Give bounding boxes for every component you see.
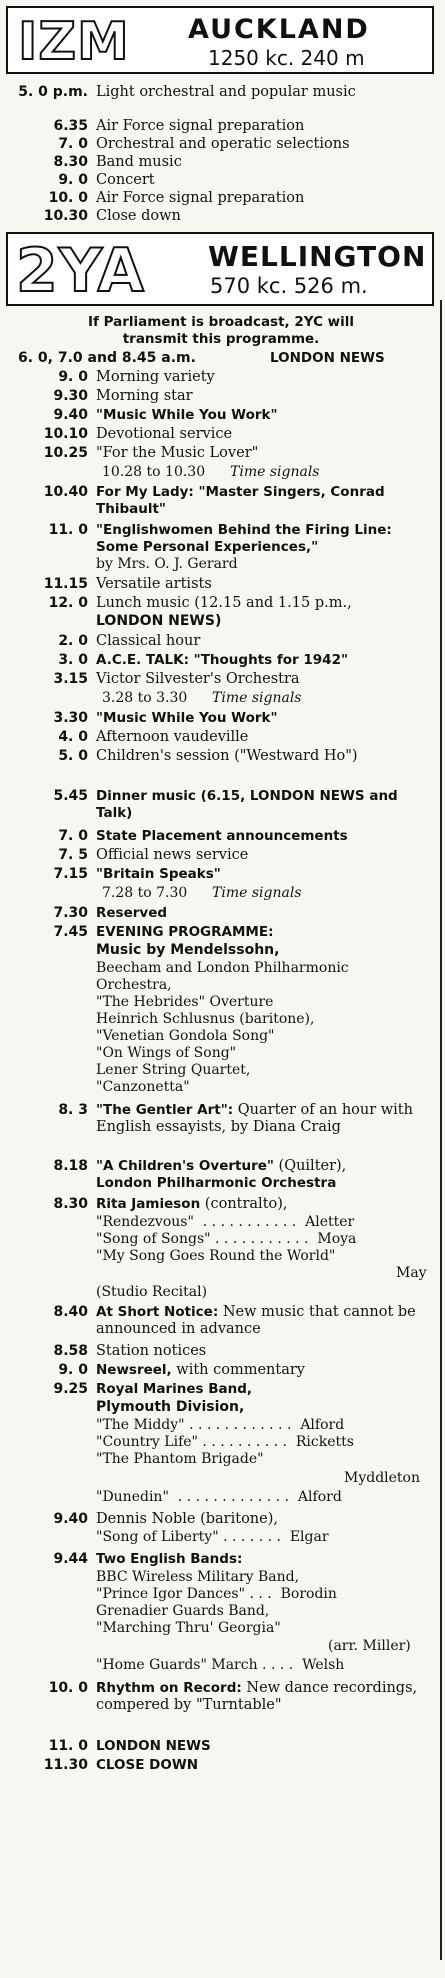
time-signal-range: 3.28 to 3.30 [102,690,188,706]
station-header-2ya [6,232,434,306]
talk-speaker: by Mrs. O. J. Gerard [96,556,238,572]
station-call-sign: IZM [18,12,130,72]
band-line: "Marching Thru' Georgia" [96,1620,281,1636]
program-item: 8.40 At Short Notice: New music that cannot be announced in advance [53,1304,416,1337]
programme-line: Lener String Quartet, [96,1062,251,1078]
band-piece: "Dunedin" . . . . . . . . . . . . . Alford [96,1489,342,1505]
recital-note: (Studio Recital) [96,1284,208,1300]
programme-line: "Canzonetta" [96,1079,190,1095]
composer: Myddleton [344,1470,421,1486]
time-signal-label: Time signals [212,885,302,901]
band-line: BBC Wireless Military Band, [96,1569,300,1585]
newspaper-radio-listing: IZM AUCKLAND 1250 kc. 240 m 5. 0 p.m. Light orchestral and popular music 6.35 Air Force signal preparation 7. 0 Orchestral and operatic selections 8.30 Band music 9. 0 Concert 10. 0 Air Force signal preparation 10.30 Close down 2YA WELLINGTON 570 kc. 526 m. If Parliament is broadcast, 2YC will transmit this programme. 6. 0, 7.0 and 8.45 a.m. LONDON NEWS 9. 0 Morning variety 9.30 Morning star 9.40 "Music While You Work" 10.10 Devotional service 10.25 "For the Music Lover" 10.28 to 10.30 Time signals 10.40 For My Lady: "Master Singers, Conrad Thibault" 11. 0 "Englishwomen Behind the Firing Line: Some Personal Experiences," by Mrs. O. J. Gerard 11.15 Versatile artists 12. 0 Lunch music (12.15 and 1.15 p.m., LONDON NEWS) 2. 0 Classical hour 3. 0 A.C.E. TALK: "Thoughts for 1942" 3.15 Victor Silvester's Orchestra 3.28 to 3.30 Time signals 3.30 "Music While You Work" 4. 0 Afternoon vaudeville 5. 0 Children's session ("Westward Ho") 5.45 Dinner music (6.15, LONDON NEWS and Talk) 7. 0 State Placement announcements 7. 5 Official news service 7.15 "Britain Speaks" 7.28 to 7.30 Time signals 7.30 Reserved 7.45 EVENING PROGRAMME: Music by Mendelssohn, Beecham and London Philharmonic Orchestra, "The Hebrides" Overture Heinrich Schlusnus (baritone), "Venetian Gondola Song" "On Wings of Song" Lener String Quartet, "Canzonetta" 8. 3 "The Gentler Art": Quarter of an hour with English essayists, by Diana Craig 8.18 "A Children's Overture" (Quilter), London Philharmonic Orchestra 8.30 Rita Jamieson (contralto), "Rendezvous" . . . . . . . . . . . Aletter "Song of Songs" . . . . . . . . . . . Moya "My Song Goes Round the World" May (Studio Recital) 8.40 At Short Notice: New music that cannot be announced in advance 8.58 Station notices 9. 0 Newsreel, with commentary 9.25 Royal Marines Band, Plymouth Division, "The Middy" . . . . . . . . . . . . Alford "Country Life" . . . . . . . . . . Ricketts "The Phantom Brigade" Myddleton "Dunedin" . . . . . . . . . . . . . Alford 9.40 Dennis Noble (baritone), "Song of Liberty" . . . . . . . Elgar 9.44 Two English Bands: BBC Wireless Military Band, "Prince Igor Dances" . . . Borodin Grenadier Guards Band, "Marching Thru' Georgia" (arr. Miller) "Home Guards" March . . . . Welsh 10. 0 Rhythm on Record: New dance recordings, compered by "Turntable" 11. 0 LONDON NEWS 11.30 CLOSE DOWN [0,0,445,1978]
program-item: 10.40 For My Lady: "Master Singers, Conrad Thibault" [43,484,385,517]
programme-line: Orchestra, [96,977,172,993]
station-frequency: 1250 kc. 240 m [208,46,365,70]
arranger: (arr. Miller) [328,1638,411,1654]
time-signal-range: 10.28 to 10.30 [102,464,206,480]
program-item: 5. 0 Children's session ("Westward Ho") [58,748,358,764]
programme-line: "On Wings of Song" [96,1045,237,1061]
band-line: "Home Guards" March . . . . Welsh [96,1657,345,1673]
program-item: 5. 0 p.m. Light orchestral and popular music [18,84,356,100]
program-item: 11. 0 "Englishwomen Behind the Firing Line: Some Personal Experiences," [48,522,392,555]
composer: May [396,1265,427,1281]
station-call-sign: 2YA [16,236,145,306]
program-item: 8. 3 "The Gentler Art": Quarter of an hour with English essayists, by Diana Craig [58,1102,413,1135]
time-signal-label: Time signals [212,690,302,706]
song-line: "My Song Goes Round the World" [96,1248,336,1264]
station-city: WELLINGTON [208,240,427,273]
song-line: "Rendezvous" . . . . . . . . . . . Aletter [96,1214,355,1230]
news-note: LONDON NEWS) [96,613,222,629]
evening-subtitle: Music by Mendelssohn, [96,942,280,958]
band-piece: "The Middy" . . . . . . . . . . . . Alford [96,1417,345,1433]
programme-line: "Venetian Gondola Song" [96,1028,275,1044]
station-frequency: 570 kc. 526 m. [210,274,368,298]
parliament-note-line-2: transmit this programme. [122,331,320,347]
program-item: 8.18 "A Children's Overture" (Quilter), London Philharmonic Orchestra [53,1158,347,1191]
time-signal-label: Time signals [230,464,320,480]
song-line: "Song of Liberty" . . . . . . . Elgar [96,1529,329,1545]
program-item: 10. 0 Rhythm on Record: New dance recordings, compered by "Turntable" [48,1680,418,1713]
programme-line: Heinrich Schlusnus (baritone), [96,1011,315,1027]
band-line: Grenadier Guards Band, [96,1603,270,1619]
band-piece: "The Phantom Brigade" [96,1451,264,1467]
band-division: Plymouth Division, [96,1399,245,1415]
programme-line: Beecham and London Philharmonic [96,960,349,976]
station-header-1zm [6,6,434,74]
time-signal-range: 7.28 to 7.30 [102,885,188,901]
parliament-note-line-1: If Parliament is broadcast, 2YC will [87,314,355,330]
column-rule [440,300,442,1960]
song-line: "Song of Songs" . . . . . . . . . . . Moya [96,1231,357,1247]
band-piece: "Country Life" . . . . . . . . . . Ricketts [96,1434,354,1450]
programme-line: "The Hebrides" Overture [96,994,274,1010]
program-item: 5.45 Dinner music (6.15, LONDON NEWS and Talk) [53,788,398,821]
station-city: AUCKLAND [188,14,370,45]
band-line: "Prince Igor Dances" . . . Borodin [96,1586,337,1602]
